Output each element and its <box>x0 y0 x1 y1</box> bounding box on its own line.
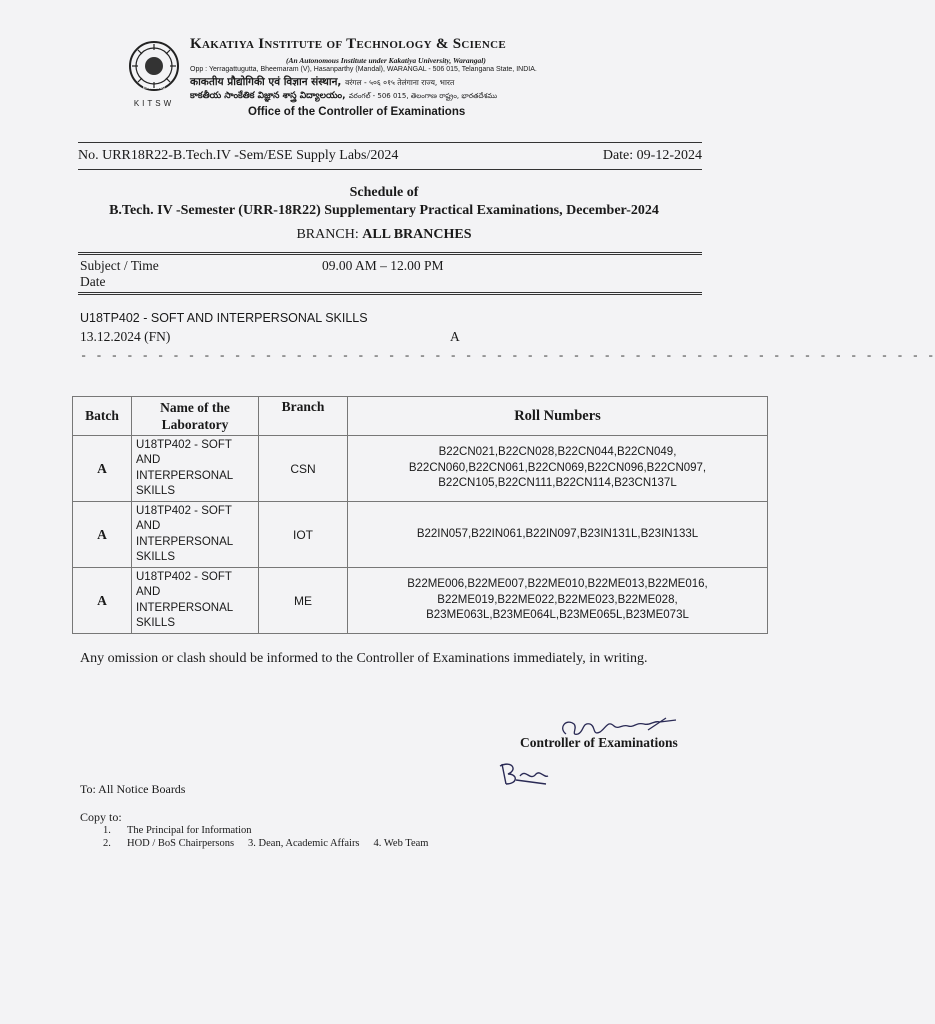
table-row <box>73 568 768 634</box>
cell-lab: U18TP402 - SOFT AND INTERPERSONAL SKILLS <box>132 502 259 568</box>
col-lab: Name of the Laboratory <box>132 397 259 436</box>
institute-name: Kakatiya Institute of Technology & Science <box>190 36 506 52</box>
copy-to-label: Copy to: <box>80 810 122 824</box>
subject-time-label: Subject / Time <box>80 258 159 273</box>
cell-branch: CSN <box>259 436 348 502</box>
branch-label: BRANCH: <box>296 227 363 242</box>
branch-line <box>0 227 768 243</box>
cell-batch: A <box>73 436 132 502</box>
office-title: Office of the Controller of Examinations <box>248 106 466 118</box>
logo-estd: Estd 1980 <box>142 85 166 91</box>
copy-list <box>103 824 428 850</box>
subject-divider-top <box>78 252 702 255</box>
omission-note: Any omission or clash should be informed to the Controller of Examinations immediately, in writing. <box>80 651 648 666</box>
table-row <box>73 436 768 502</box>
list-item: 2. HOD / BoS Chairpersons 3. Dean, Academic Affairs 4. Web Team <box>103 838 429 849</box>
hindi-name: काकतीय प्रौद्योगिकी एवं विज्ञान संस्थान, <box>190 76 342 88</box>
institute-name-hindi <box>190 75 454 89</box>
cell-batch: A <box>73 568 132 634</box>
table-header-row <box>73 397 768 436</box>
branch-value: ALL BRANCHES <box>362 227 472 242</box>
exam-date: 13.12.2024 (FN) <box>80 329 171 344</box>
cell-lab: U18TP402 - SOFT AND INTERPERSONAL SKILLS <box>132 436 259 502</box>
cell-branch: IOT <box>259 502 348 568</box>
hindi-address: वरंगल - ५०६ ०१५ तेलंगाना राज्य, भारत <box>345 78 455 87</box>
col-roll-numbers: Roll Numbers <box>348 397 768 436</box>
institute-subtitle: (An Autonomous Institute under Kakatiya University, Warangal) <box>286 56 486 65</box>
institute-address: Opp : Yerragattugutta, Bheemaram (V), Hasanparthy (Mandal), WARANGAL - 506 015, Telangana State, INDIA. <box>190 66 537 73</box>
dashed-separator: - - - - - - - - - - - - - - - - - - - - - - - - - - - - - - - - - - - - - - - - - - - - - - - - - - - - - - - - <box>80 349 935 363</box>
signatory-title: Controller of Examinations <box>520 735 678 750</box>
initials-signature <box>496 758 550 790</box>
ref-divider <box>78 169 702 170</box>
col-batch: Batch <box>73 397 132 436</box>
addressed-to: To: All Notice Boards <box>80 782 186 796</box>
list-item: 1. The Principal for Information <box>103 825 252 836</box>
cell-roll-numbers: B22IN057,B22IN061,B22IN097,B23IN131L,B23IN133L <box>348 502 768 568</box>
cell-branch: ME <box>259 568 348 634</box>
exam-subject: U18TP402 - SOFT AND INTERPERSONAL SKILLS <box>80 311 368 325</box>
date-label: Date <box>80 274 106 289</box>
cell-lab: U18TP402 - SOFT AND INTERPERSONAL SKILLS <box>132 568 259 634</box>
schedule-title-line1: Schedule of <box>349 185 419 200</box>
exam-batch: A <box>450 329 460 344</box>
logo-text: KITSW <box>133 99 175 108</box>
telugu-name: కాకతీయ సాంకేతిక విజ్ఞాన శాస్త్ర విద్యాలయం, <box>190 91 346 101</box>
notice-date: Date: 09-12-2024 <box>602 148 702 163</box>
schedule-table <box>72 396 768 634</box>
schedule-title-line2: B.Tech. IV -Semester (URR-18R22) Supplementary Practical Examinations, December-2024 <box>109 203 659 218</box>
cell-batch: A <box>73 502 132 568</box>
subject-time-header <box>80 258 159 290</box>
telugu-address: వరంగల్ - 506 015, తెలంగాణ రాష్ట్రం, భారతదేశము <box>348 92 498 100</box>
col-branch: Branch <box>259 397 348 436</box>
header-divider <box>78 142 702 143</box>
institute-name-telugu <box>190 91 497 103</box>
reference-number: No. URR18R22-B.Tech.IV -Sem/ESE Supply Labs/2024 <box>78 148 399 163</box>
cell-roll-numbers: B22CN021,B22CN028,B22CN044,B22CN049, B22CN060,B22CN061,B22CN069,B22CN096,B22CN097, B22CN105,B22CN111,B22CN114,B23CN137L <box>348 436 768 502</box>
table-row <box>73 502 768 568</box>
institute-logo <box>126 40 182 110</box>
time-slot: 09.00 AM – 12.00 PM <box>322 258 444 273</box>
cell-roll-numbers: B22ME006,B22ME007,B22ME010,B22ME013,B22ME016, B22ME019,B22ME022,B22ME023,B22ME028, B23ME063L,B23ME064L,B23ME065L,B23ME073L <box>348 568 768 634</box>
subject-divider-bottom <box>78 292 702 295</box>
